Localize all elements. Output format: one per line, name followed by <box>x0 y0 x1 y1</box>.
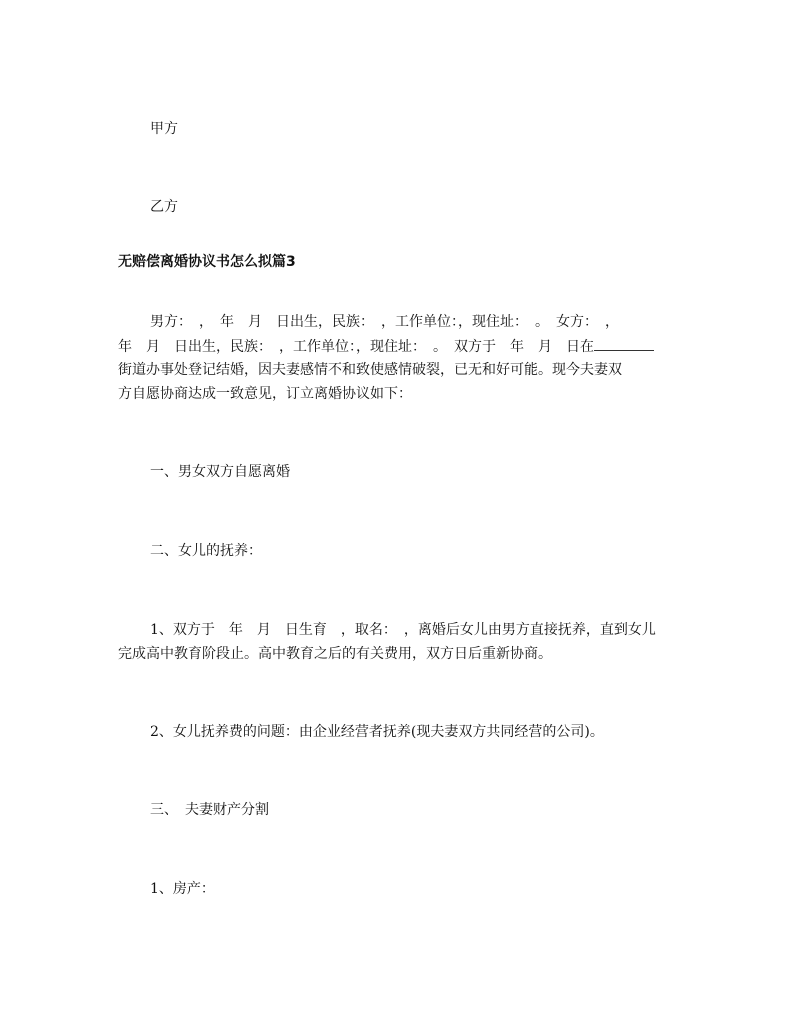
paragraph-line: 街道办事处登记结婚，因夫妻感情不和致使感情破裂，已无和好可能。现今夫妻双 <box>118 362 622 378</box>
clause-two: 二、女儿的抚养： <box>150 543 262 559</box>
paragraph-line: 男方： ， 年 月 日出生，民族： ，工作单位：，现住址： 。 女方： ， <box>150 314 619 330</box>
item-two: 2、女儿抚养费的问题：由企业经营者抚养(现夫妻双方共同经营的公司)。 <box>150 724 604 740</box>
party-a-label: 甲方 <box>150 121 178 137</box>
paragraph-line <box>118 336 654 357</box>
clause-three: 三、 夫妻财产分割 <box>150 802 269 818</box>
paragraph-line: 方自愿协商达成一致意见，订立离婚协议如下： <box>118 386 412 402</box>
paragraph-text: 年 月 日出生，民族： ，工作单位：，现住址： 。 双方于 年 月 日在 <box>118 339 594 355</box>
blank-underline <box>594 336 654 351</box>
item-line: 1、双方于 年 月 日生育 ，取名： ，离婚后女儿由男方直接抚养，直到女儿 <box>150 622 656 638</box>
section-heading: 无赔偿离婚协议书怎么拟篇3 <box>118 254 296 270</box>
item-line: 完成高中教育阶段止。高中教育之后的有关费用，双方日后重新协商。 <box>118 646 552 662</box>
party-b-label: 乙方 <box>150 199 178 215</box>
item-three: 1、房产： <box>150 881 215 897</box>
clause-one: 一、男女双方自愿离婚 <box>150 464 290 480</box>
